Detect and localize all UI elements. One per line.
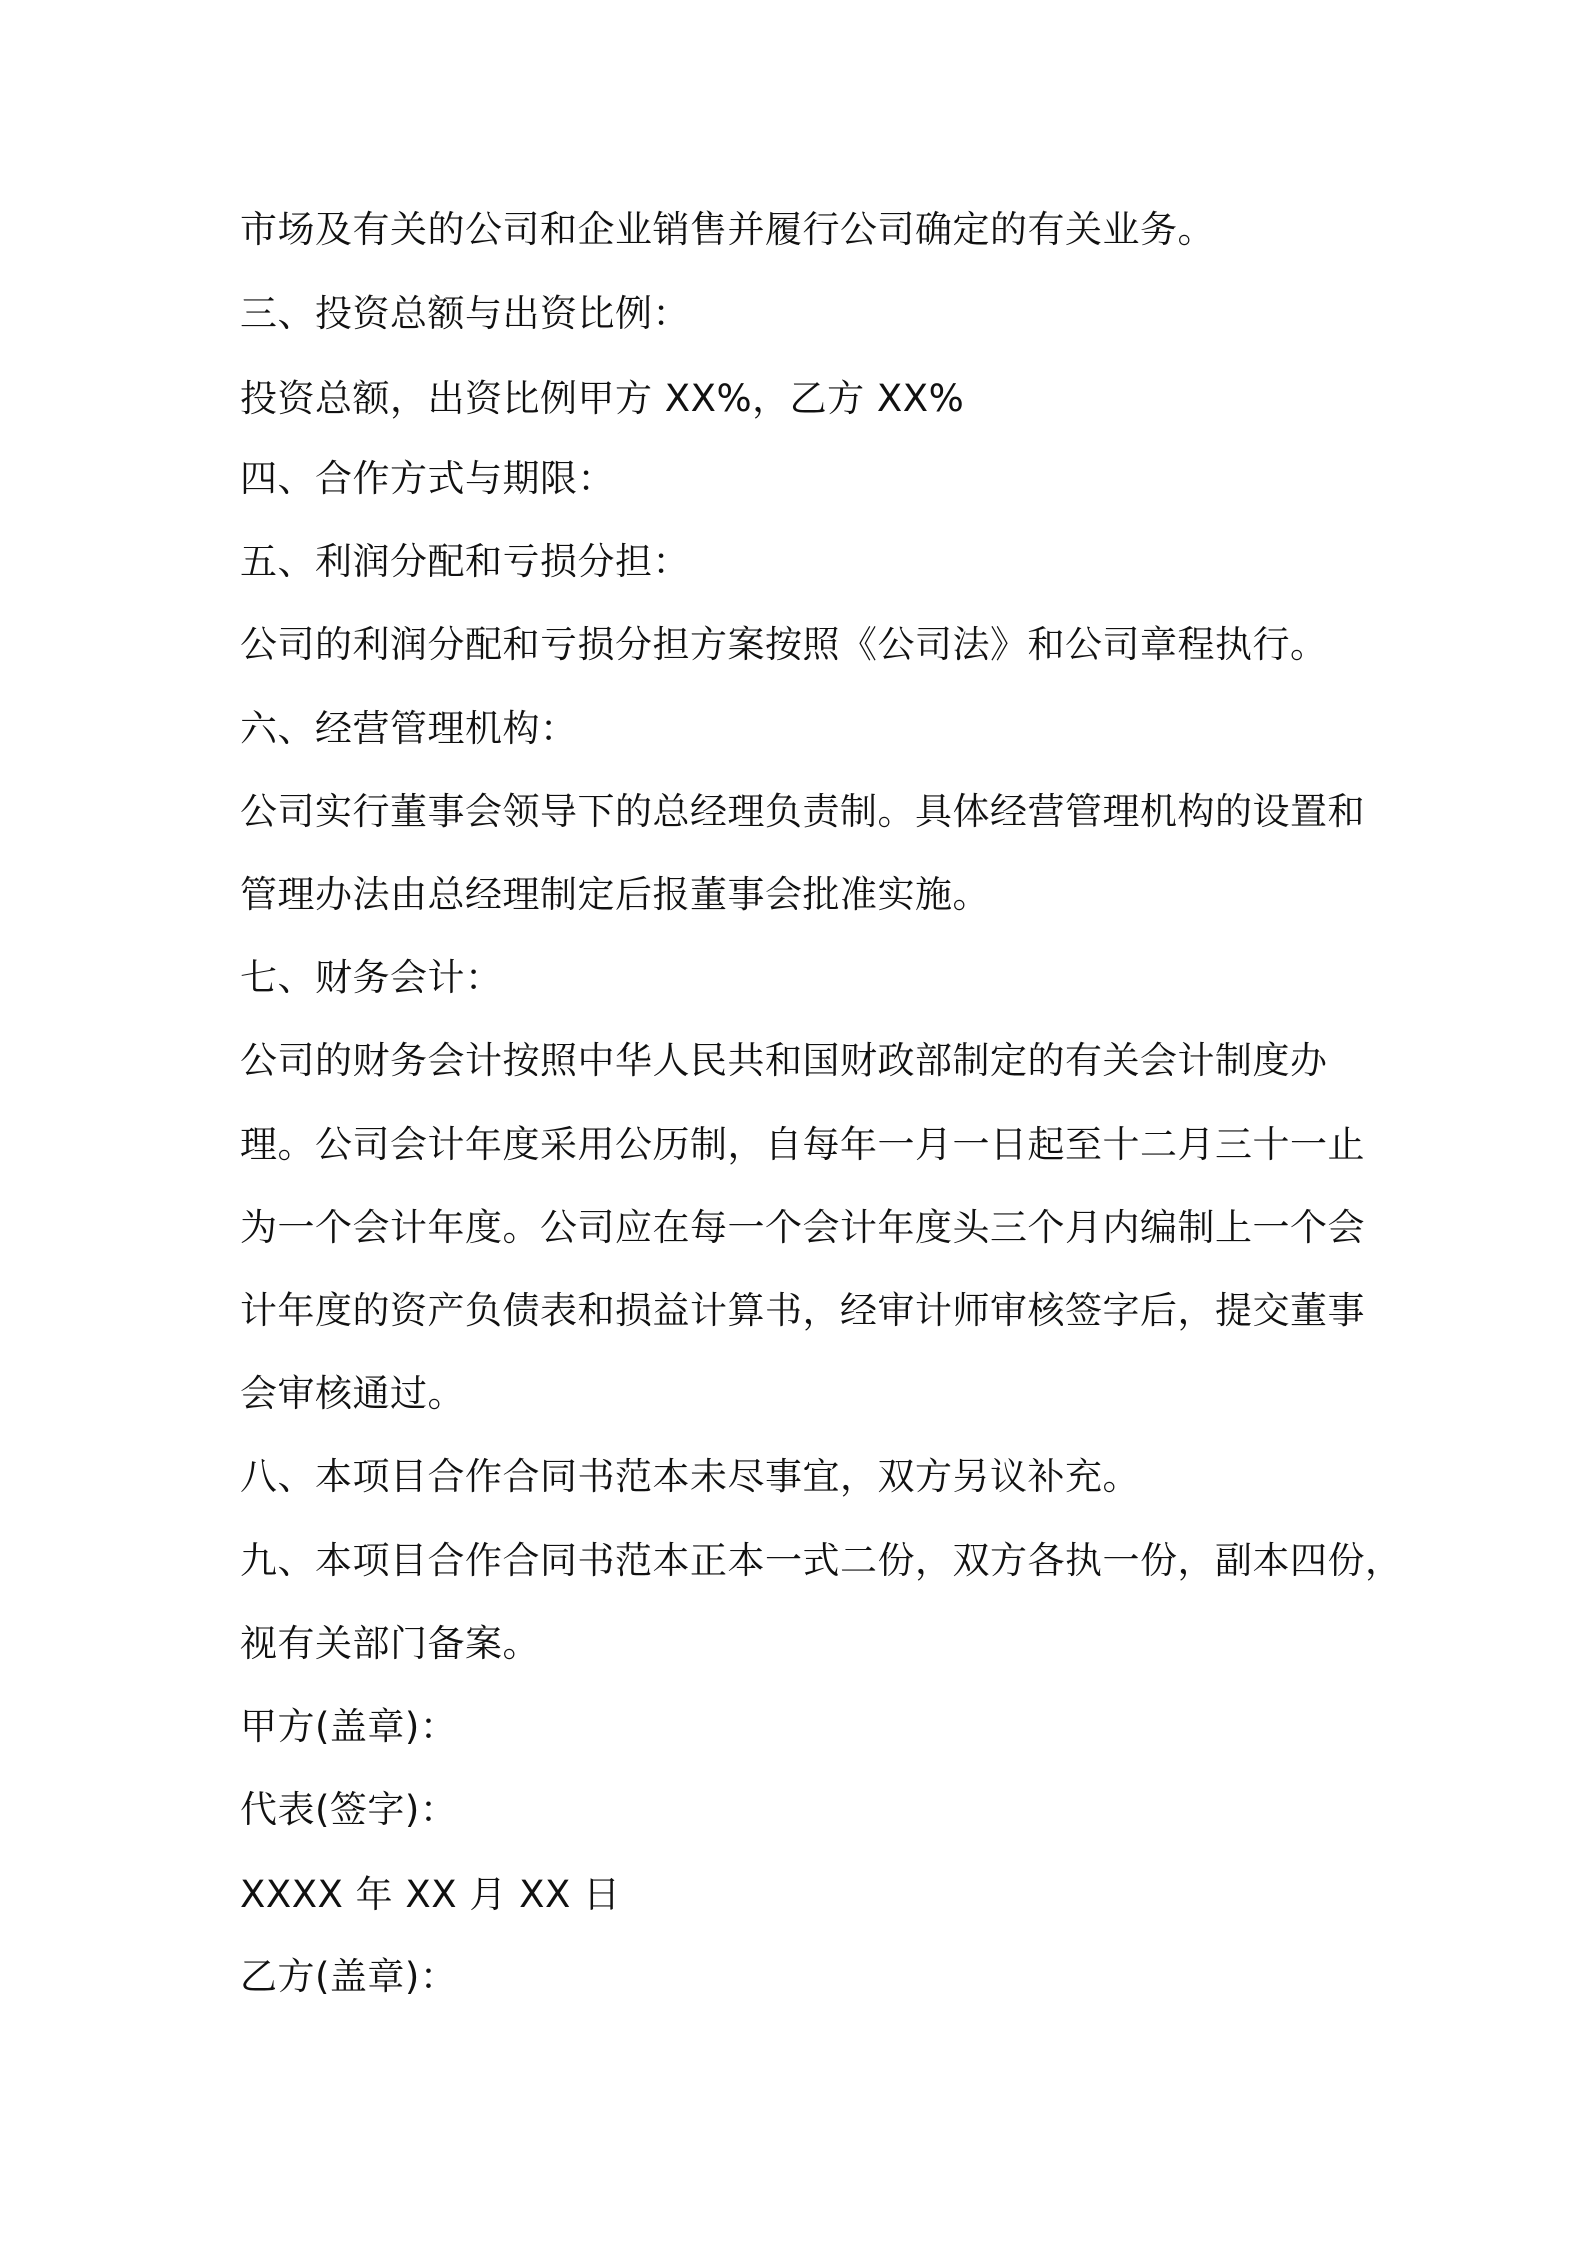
party-b-seal: 乙方(盖章)： <box>240 1955 458 1998</box>
text-line-finance-5: 会审核通过。 <box>240 1372 465 1415</box>
clause-eight: 八、本项目合作合同书范本未尽事宜，双方另议补充。 <box>240 1455 1140 1498</box>
heading-profit: 五、利润分配和亏损分担： <box>240 540 690 583</box>
text-line-management-2: 管理办法由总经理制定后报董事会批准实施。 <box>240 873 990 916</box>
text-line-investment-ratio: 投资总额，出资比例甲方 XX%，乙方 XX% <box>240 377 965 420</box>
text-line-business: 市场及有关的公司和企业销售并履行公司确定的有关业务。 <box>240 208 1215 251</box>
heading-investment: 三、投资总额与出资比例： <box>240 292 690 335</box>
text-line-finance-1: 公司的财务会计按照中华人民共和国财政部制定的有关会计制度办 <box>240 1039 1328 1082</box>
representative-signature: 代表(签字)： <box>240 1788 458 1831</box>
clause-nine-2: 视有关部门备案。 <box>240 1622 540 1665</box>
party-a-seal: 甲方(盖章)： <box>240 1705 458 1748</box>
clause-nine-1: 九、本项目合作合同书范本正本一式二份，双方各执一份，副本四份， <box>240 1539 1403 1582</box>
heading-finance: 七、财务会计： <box>240 956 503 999</box>
text-line-profit: 公司的利润分配和亏损分担方案按照《公司法》和公司章程执行。 <box>240 623 1328 666</box>
text-line-management-1: 公司实行董事会领导下的总经理负责制。具体经营管理机构的设置和 <box>240 790 1365 833</box>
text-line-finance-2: 理。公司会计年度采用公历制，自每年一月一日起至十二月三十一止 <box>240 1123 1365 1166</box>
heading-management: 六、经营管理机构： <box>240 707 578 750</box>
text-line-finance-3: 为一个会计年度。公司应在每一个会计年度头三个月内编制上一个会 <box>240 1206 1365 1249</box>
text-line-finance-4: 计年度的资产负债表和损益计算书，经审计师审核签字后，提交董事 <box>240 1289 1365 1332</box>
heading-cooperation: 四、合作方式与期限： <box>240 457 615 500</box>
signing-date: XXXX 年 XX 月 XX 日 <box>240 1873 621 1916</box>
